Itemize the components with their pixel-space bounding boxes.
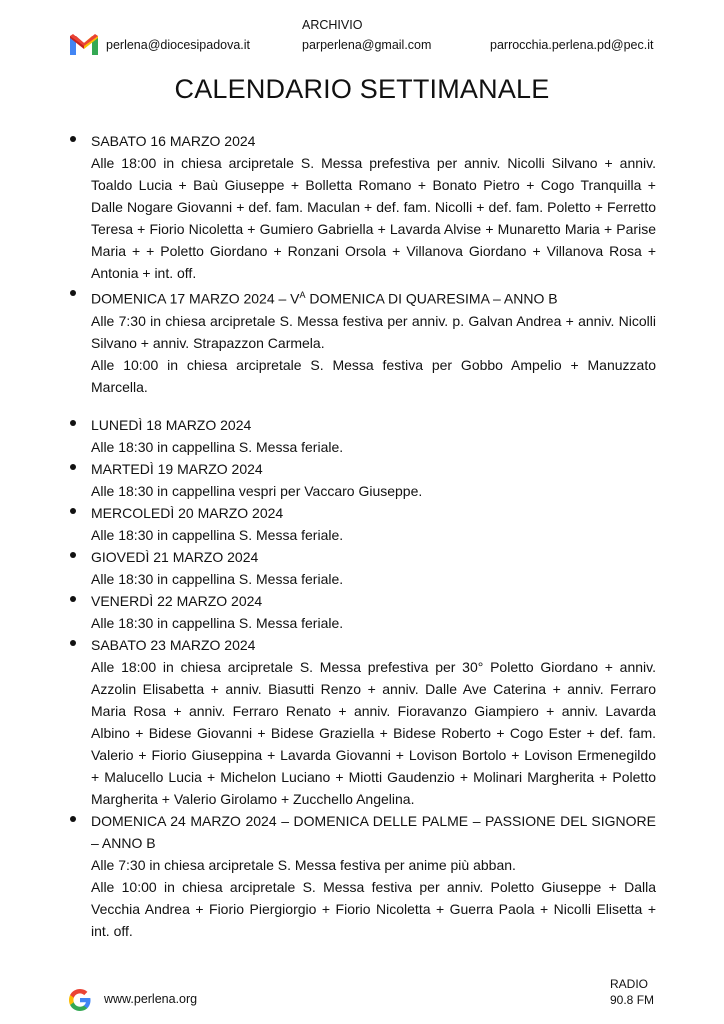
page-header	[0, 0, 724, 70]
calendar-entry	[70, 634, 656, 810]
bullet-icon	[70, 290, 76, 296]
entry-day: LUNEDÌ 18 MARZO 2024	[91, 416, 252, 433]
entry-line: Alle 7:30 in chiesa arcipretale S. Messa festiva per anime più abban.	[91, 856, 516, 873]
bullet-icon	[70, 508, 76, 514]
entry-day: DOMENICA 24 MARZO 2024 – DOMENICA DELLE PALME – PASSIONE DEL SIGNORE – ANNO B	[91, 812, 656, 851]
calendar-entry	[70, 284, 656, 398]
entry-line: Alle 10:00 in chiesa arcipretale S. Messa festiva per Gobbo Ampelio + Manuzzato Marcella.	[91, 356, 656, 395]
calendar-entry	[70, 458, 656, 502]
entry-line: Alle 18:00 in chiesa arcipretale S. Messa prefestiva per anniv. Nicolli Silvano + anniv. Toaldo Lucia + Baù Giuseppe + Bolletta Romano + Bonato Pietro + Cogo Tranquilla + Dalle Nogare Giovanni + def. fam. Maculan + def. fam. Nicolli + def. fam. Poletto + Ferretto Teresa + Fiorio Nicoletta + Gumiero Gabriella + Lavarda Alvise + Munaretto Maria + Parise Maria + + Poletto Giordano + Ronzani Orsola + Villanova Giordano + Villanova Rosa + Antonia + int. off.	[91, 155, 656, 281]
calendar-entry	[70, 590, 656, 634]
entry-line: Alle 18:30 in cappellina vespri per Vaccaro Giuseppe.	[91, 482, 423, 499]
header-email-diocesi: perlena@diocesipadova.it	[106, 38, 251, 52]
entry-day: MERCOLEDÌ 20 MARZO 2024	[91, 504, 284, 521]
header-archive-label: ARCHIVIO	[302, 18, 363, 32]
entry-line: Alle 18:30 in cappellina S. Messa feriale.	[91, 570, 344, 587]
radio-label: RADIO	[610, 977, 649, 991]
header-email-pec: parrocchia.perlena.pd@pec.it	[490, 38, 654, 52]
footer-radio	[610, 976, 654, 1008]
entry-day-start: DOMENICA 17 MARZO 2024 – V	[91, 290, 300, 307]
entry-day-sup: A	[299, 290, 306, 300]
radio-frequency: 90.8 FM	[610, 993, 655, 1007]
footer-website: www.perlena.org	[104, 992, 198, 1006]
entry-day: SABATO 23 MARZO 2024	[91, 636, 256, 653]
calendar-entry	[70, 414, 656, 458]
bullet-icon	[70, 464, 76, 470]
entry-line: Alle 18:30 in cappellina S. Messa feriale.	[91, 526, 344, 543]
calendar-entry	[70, 810, 656, 942]
entry-day: VENERDÌ 22 MARZO 2024	[91, 592, 263, 609]
entry-line: Alle 10:00 in chiesa arcipretale S. Messa festiva per anniv. Poletto Giuseppe + Dalla Vecchia Andrea + Fiorio Piergiorgio + Fiorio Nicoletta + Guerra Paola + Nicolli Elisetta + int. off.	[91, 878, 656, 939]
calendar-entry	[70, 502, 656, 546]
bullet-icon	[70, 552, 76, 558]
google-icon	[68, 988, 92, 1012]
entry-day	[91, 284, 656, 310]
bullet-icon	[70, 596, 76, 602]
bullet-icon	[70, 136, 76, 142]
section-spacer	[70, 398, 656, 414]
calendar-entry	[70, 130, 656, 284]
entry-line: Alle 18:30 in cappellina S. Messa feriale.	[91, 438, 344, 455]
entry-day: GIOVEDÌ 21 MARZO 2024	[91, 548, 259, 565]
calendar-list	[70, 130, 656, 942]
page-title: CALENDARIO SETTIMANALE	[174, 74, 550, 104]
gmail-icon	[70, 34, 98, 55]
entry-day: MARTEDÌ 19 MARZO 2024	[91, 460, 263, 477]
entry-line: Alle 18:00 in chiesa arcipretale S. Messa prefestiva per 30° Poletto Giordano + anniv. Azzolin Elisabetta + anniv. Biasutti Renzo + anniv. Dalle Ave Caterina + anniv. Ferraro Maria Rosa + anniv. Ferraro Renato + anniv. Fioravanzo Giampiero + anniv. Lavarda Albino + Bidese Giovanni + Bidese Graziella + Bidese Roberto + Cogo Ester + def. fam. Valerio + Fiorio Giuseppina + Lavarda Giovanni + Lovison Bortolo + Lovison Ermenegildo + Malucello Lucia + Michelon Luciano + Miotti Gaudenzio + Molinari Margherita + Poletto Margherita + Valerio Girolamo + Zucchello Angelina.	[91, 658, 656, 807]
bullet-icon	[70, 816, 76, 822]
entry-day-rest: DOMENICA DI QUARESIMA – ANNO B	[305, 290, 558, 307]
entry-line: Alle 18:30 in cappellina S. Messa feriale.	[91, 614, 344, 631]
bullet-icon	[70, 420, 76, 426]
entry-day: SABATO 16 MARZO 2024	[91, 133, 256, 149]
calendar-entry	[70, 546, 656, 590]
bullet-icon	[70, 640, 76, 646]
entry-line: Alle 7:30 in chiesa arcipretale S. Messa festiva per anniv. p. Galvan Andrea + anniv. Nicolli Silvano + anniv. Strapazzon Carmela.	[91, 312, 656, 351]
header-email-gmail: parperlena@gmail.com	[302, 38, 432, 52]
